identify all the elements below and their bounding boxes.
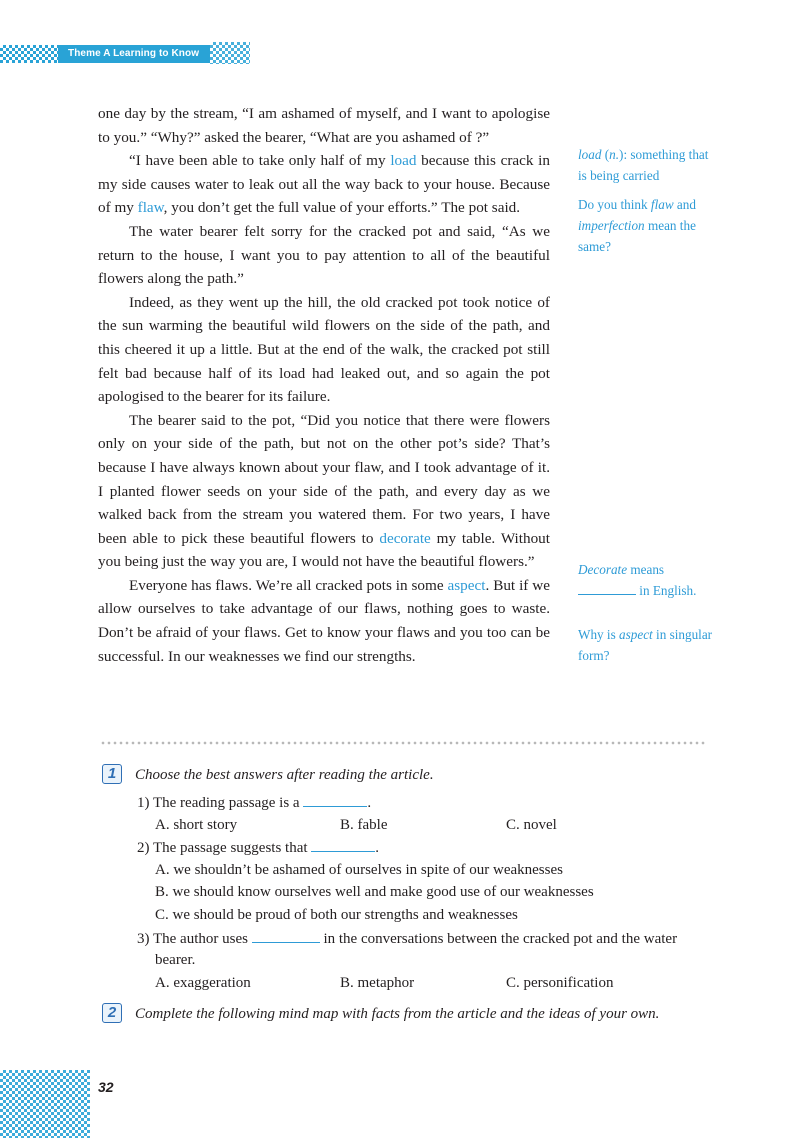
keyword-flaw: flaw xyxy=(137,199,164,217)
dotted-divider xyxy=(100,741,705,745)
question-1: 1) The reading passage is a . xyxy=(137,792,371,813)
margin-note-flaw: Do you think flaw and imperfection mean the same? xyxy=(578,197,696,254)
reading-passage xyxy=(98,102,550,668)
option[interactable]: C. novel xyxy=(506,817,557,833)
answer-blank[interactable] xyxy=(311,837,375,852)
footer-pattern xyxy=(0,1070,90,1138)
question-3-continued: bearer. xyxy=(155,952,196,968)
paragraph: one day by the stream, “I am ashamed of myself, and I want to apologise to you.” “Why?” asked the bearer, “What are you ashamed of ?” xyxy=(98,105,550,146)
exercise-number-badge: 1 xyxy=(102,764,124,786)
option[interactable]: C. we should be proud of both our strengths and weaknesses xyxy=(155,907,518,923)
option[interactable]: C. personification xyxy=(506,975,614,991)
answer-blank[interactable] xyxy=(578,582,636,595)
exercise-instruction: Choose the best answers after reading the article. xyxy=(135,767,434,783)
paragraph: “I have been able to take only half of my load because this crack in my side causes water to leak out all the way back to your house. Because of my flaw, you don’t get the full value of your efforts.” The pot said. xyxy=(98,152,550,217)
paragraph: Everyone has flaws. We’re all cracked pots in some aspect. But if we allow ourselves to take advantage of our flaws, nothing goes to waste. Don’t be afraid of your flaws. Get to know your flaws and you too can be successful. In our weaknesses we find our strengths. xyxy=(98,576,550,665)
keyword-decorate: decorate xyxy=(379,529,431,547)
keyword-aspect: aspect xyxy=(447,576,486,594)
option[interactable]: B. we should know ourselves well and make good use of our weaknesses xyxy=(155,884,594,900)
answer-blank[interactable] xyxy=(303,792,367,807)
section-header: Theme A Learning to Know xyxy=(58,45,210,63)
paragraph: The bearer said to the pot, “Did you notice that there were flowers only on your side of the path, but not on the other pot’s side? That’s because I have always known about your flaw, and I took advantage of it. I planted flower seeds on your side of the path, and every day as we walked back from the stream you watered them. For two years, I have been able to pick these beautiful flowers to decorate my table. Without you being just the way you are, I would not have the beautiful flowers.” xyxy=(98,411,550,571)
exercise-instruction: Complete the following mind map with facts from the article and the ideas of your own. xyxy=(135,1006,660,1022)
option[interactable]: B. fable xyxy=(340,817,388,833)
question-3: 3) The author uses in the conversations between the cracked pot and the water xyxy=(137,928,677,949)
paragraph: Indeed, as they went up the hill, the old cracked pot took notice of the sun warming the beautiful wild flowers on the side of the path, and this cheered it up a little. But at the end of the walk, the cracked pot still felt bad because half of its load had leaked out, and so again the pot apologised to the bearer for its failure. xyxy=(98,293,550,406)
keyword-load: load xyxy=(390,152,417,170)
option[interactable]: B. metaphor xyxy=(340,975,415,991)
option[interactable]: A. short story xyxy=(155,817,238,833)
margin-note-load: load (n.): something that is being carried xyxy=(578,147,709,183)
option[interactable]: A. exaggeration xyxy=(155,975,251,991)
margin-note-decorate: Decorate means in English. xyxy=(578,562,697,598)
paragraph: The water bearer felt sorry for the cracked pot and said, “As we return to the house, I want you to pay attention to all of the beautiful flowers along the path.” xyxy=(98,222,550,288)
page-number: 32 xyxy=(98,1079,114,1095)
header-pattern-right xyxy=(210,42,250,64)
exercise-number-badge: 2 xyxy=(102,1003,124,1025)
header-pattern xyxy=(0,45,60,63)
margin-note-aspect: Why is aspect in singular form? xyxy=(578,627,713,663)
option[interactable]: A. we shouldn’t be ashamed of ourselves in spite of our weaknesses xyxy=(155,862,563,878)
question-2: 2) The passage suggests that . xyxy=(137,837,379,858)
answer-blank[interactable] xyxy=(252,928,320,943)
